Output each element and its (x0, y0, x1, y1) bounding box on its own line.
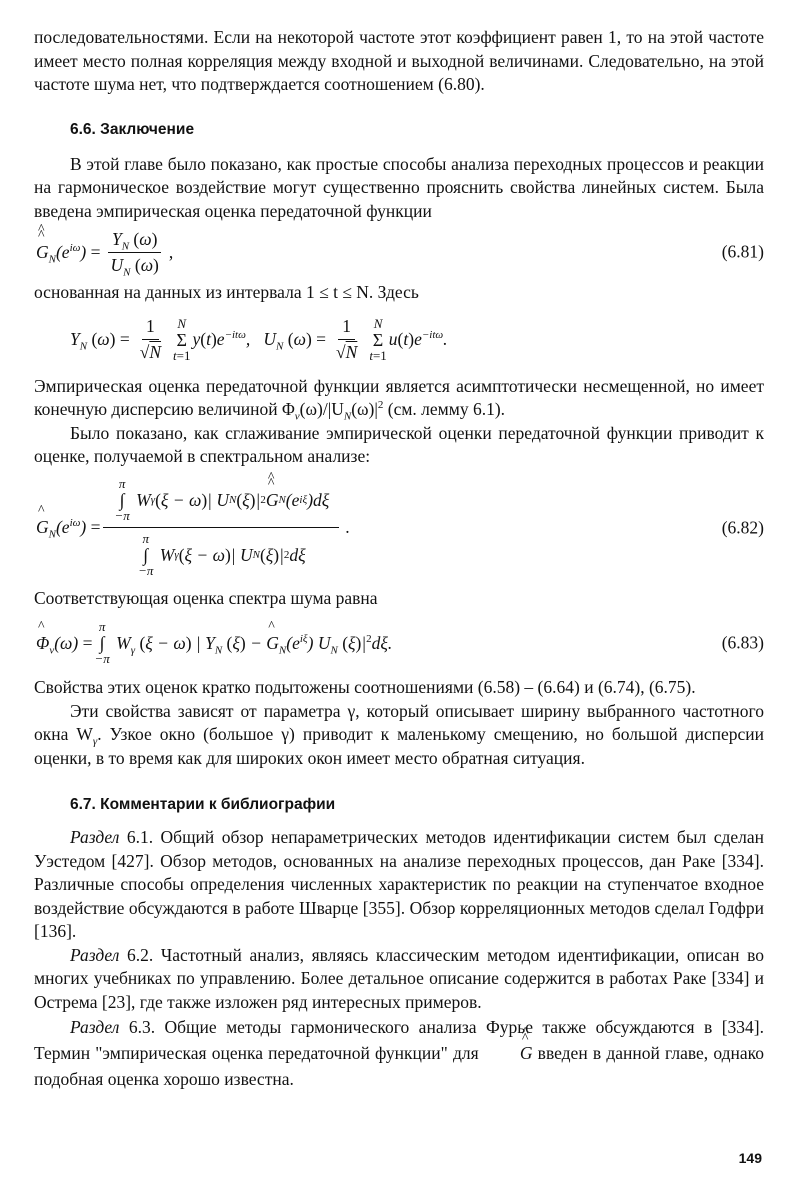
section-heading-6-7: 6.7. Комментарии к библиографии (70, 796, 336, 813)
paragraph-interval: основанная на данных из интервала 1 ≤ t ≤ N. Здесь (34, 282, 419, 302)
paragraph-asymptotic: Эмпирическая оценка передаточной функции является асимптотически несмещенной, но имеет конечную дисперсию величиной $\Phi_v(\omega)/|U_N(\omega)|^2$ (см. лемму 6.1). (34, 375, 764, 423)
section-heading-6-6: 6.6. Заключение (70, 120, 195, 138)
page-number: 149 (738, 1150, 762, 1166)
paragraph-properties: Свойства этих оценок кратко подытожены соотношениями (6.58) – (6.64) и (6.74), (6.75). (34, 677, 696, 697)
equation-6-81: ^ G $\^{}_N(e^{i\omega})$ = $\frac{Y_N (\omega)}{U_N (\omega)}$ , (6.81) (34, 223, 764, 281)
paragraph-smoothing: Было показано, как сглаживание эмпирической оценки передаточной функции приводит к оценке, получаемой в спектральном анализе: (34, 422, 764, 466)
paragraph-gamma: Эти свойства зависят от параметра γ, который описывает ширину выбранного частотного окна $W_\gamma$. Узкое окно (большое γ) приводит к маленькому смещению, но большой дисперсии оценки, в то время как для широких окон имеет место обратная ситуация. (34, 700, 764, 768)
equation-number: (6.83) (721, 632, 764, 653)
equation-number: (6.82) (721, 517, 764, 537)
bibliography-section-6-1: Раздел 6.1. Общий обзор непараметрических методов идентификации систем был сделан Уэстедом [427]. Обзор методов, основанных на анализе переходных процессов, дан Раке [334]. Различные способы определения численных характеристик по реакции на ступенчатое входное воздействие обсуждаются в работе Шварце [355]. Обзор корреляционных методов сделал Годфри [136]. (34, 827, 764, 941)
equation-6-82: ^ $G_N(e^{i\omega})$ = π ∫ −π W γ ( ξ − ω ) | U N ( ξ ) | 2 ^ G ^ N (e iξ )dξ π ∫ −π W γ ( ξ − ω ) | U N ( ξ ) | 2 dξ . (6.82) (34, 469, 764, 587)
paragraph-summary: В этой главе было показано, как простые способы анализа переходных процессов и реакции на гармоническое воздействие могут существенно прояснить свойства линейных систем. Была введена эмпирическая оценка передаточной функции (34, 153, 764, 221)
equation-yn-un: $Y_N$ (ω) = $\frac{1}{√N}$ N Σ t=1 $y(t)e^{-it\omega}$, $U_N$ (ω) = $\frac{1}{√N}$ N Σ t=1 $u(t)e^{-it\omega}$. (70, 315, 448, 363)
equation-number: (6.81) (721, 241, 764, 262)
page-body (34, 26, 764, 1092)
bibliography-section-6-2: Раздел 6.2. Частотный анализ, являясь классическим методом идентификации, описан во многих учебниках по управлению. Более детальное описание содержится в работах Раке [334] и Острема [23], где также изложен ряд интересных примеров. (34, 944, 764, 1012)
paragraph-continuation: последовательностями. Если на некоторой частоте этот коэффициент равен 1, то на этой частоте имеет место полная корреляция между входной и выходной величинами. Следовательно, на этой частоте шума нет, что подтверждается соотношением (6.80). (34, 27, 764, 94)
paragraph-noise: Соответствующая оценка спектра шума равна (34, 587, 378, 608)
equation-6-83: ^ $\Phi_v(\omega)$ = π ∫ −π $W_\gamma$ (ξ − ω) | $Y_N$ (ξ) − ^ $G_N(e^{i\xi})$ $U_N$ $(\xi)|^2d\xi$. (6.83) (34, 610, 764, 676)
bibliography-section-6-3: Раздел 6.3. Общие методы гармонического анализа Фурье также обсуждаются в [334]. Термин "эмпирическая оценка передаточной функции" для ^ G ^ введен в данной главе, однако подобная оценка хорошо известна. (34, 1014, 764, 1092)
